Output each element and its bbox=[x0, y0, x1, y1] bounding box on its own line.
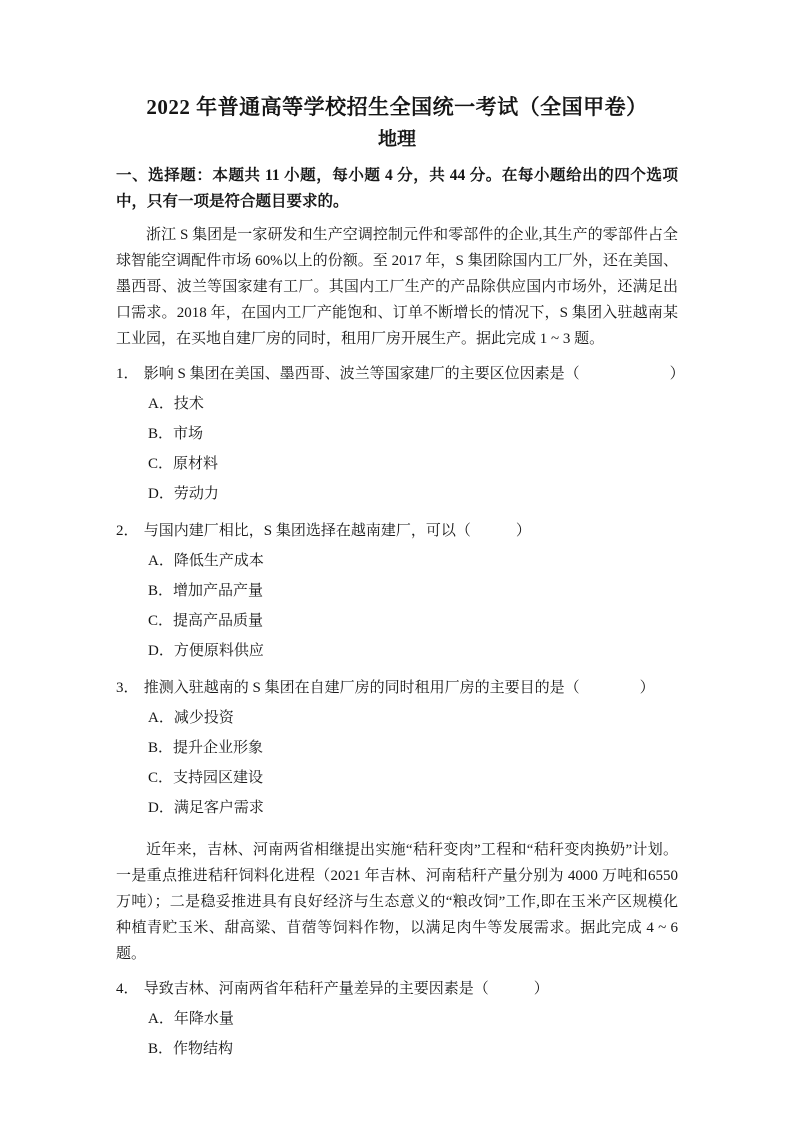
question-1-number: 1． bbox=[116, 366, 139, 382]
question-2-option-c: C．提高产品质量 bbox=[148, 613, 264, 629]
question-3-number: 3． bbox=[116, 680, 139, 696]
question-4-number: 4． bbox=[116, 981, 139, 997]
question-4-option-b: B．作物结构 bbox=[148, 1041, 234, 1057]
question-1-text: 影响 S 集团在美国、墨西哥、波兰等国家建厂的主要区位因素是（ ） bbox=[143, 366, 685, 382]
question-1-option-c: C．原材料 bbox=[148, 456, 219, 472]
question-1-option-a: A．技术 bbox=[148, 396, 204, 412]
question-3-text: 推测入驻越南的 S 集团在自建厂房的同时租用厂房的主要目的是（ ） bbox=[143, 680, 655, 696]
question-3-option-c: C．支持园区建设 bbox=[148, 770, 264, 786]
question-3-option-a: A．减少投资 bbox=[148, 710, 234, 726]
section-heading: 一、选择题：本题共 11 小题，每小题 4 分，共 44 分。在每小题给出的四个选项中，只有一项是符合题目要求的。 bbox=[116, 167, 678, 210]
question-3-option-b: B．提升企业形象 bbox=[148, 740, 264, 756]
question-4-text: 导致吉林、河南两省年秸秆产量差异的主要因素是（ ） bbox=[143, 981, 549, 997]
question-2-option-d: D．方便原料供应 bbox=[148, 643, 264, 659]
question-3 bbox=[116, 673, 678, 703]
question-4 bbox=[116, 974, 678, 1004]
question-2-text: 与国内建厂相比，S 集团选择在越南建厂，可以（ ） bbox=[143, 523, 531, 539]
question-1 bbox=[116, 359, 685, 389]
passage-2: 近年来，吉林、河南两省相继提出实施“秸秆变肉”工程和“秸秆变肉换奶”计划。一是重点推进秸秆饲料化进程（2021 年吉林、河南秸秆产量分别为 4000 万吨和6550 万吨）；二是稳妥推进具有良好经济与生态意义的“粮改饲”工作,即在玉米产区规模化种植青贮玉米、甜高粱、苜蓿等饲料作物，以满足肉牛等发展需求。据此完成 4 ~ 6 题。 bbox=[116, 842, 678, 962]
exam-title: 2022 年普通高等学校招生全国统一考试（全国甲卷） bbox=[146, 95, 648, 119]
question-2 bbox=[116, 516, 678, 546]
passage-1: 浙江 S 集团是一家研发和生产空调控制元件和零部件的企业,其生产的零部件占全球智能空调配件市场 60%以上的份额。至 2017 年，S 集团除国内工厂外，还在美国、墨西哥、波兰等国家建有工厂。其国内工厂生产的产品除供应国内市场外，还满足出口需求。2018 年，在国内工厂产能饱和、订单不断增长的情况下，S 集团入驻越南某工业园，在买地自建厂房的同时，租用厂房开展生产。据此完成 1 ~ 3 题。 bbox=[116, 227, 678, 347]
question-2-option-b: B．增加产品产量 bbox=[148, 583, 264, 599]
question-3-option-d: D．满足客户需求 bbox=[148, 800, 264, 816]
question-2-option-a: A．降低生产成本 bbox=[148, 553, 264, 569]
question-2-number: 2． bbox=[116, 523, 139, 539]
exam-subject: 地理 bbox=[377, 129, 416, 150]
question-1-option-b: B．市场 bbox=[148, 426, 204, 442]
question-1-option-d: D．劳动力 bbox=[148, 486, 219, 502]
question-4-option-a: A．年降水量 bbox=[148, 1011, 234, 1027]
